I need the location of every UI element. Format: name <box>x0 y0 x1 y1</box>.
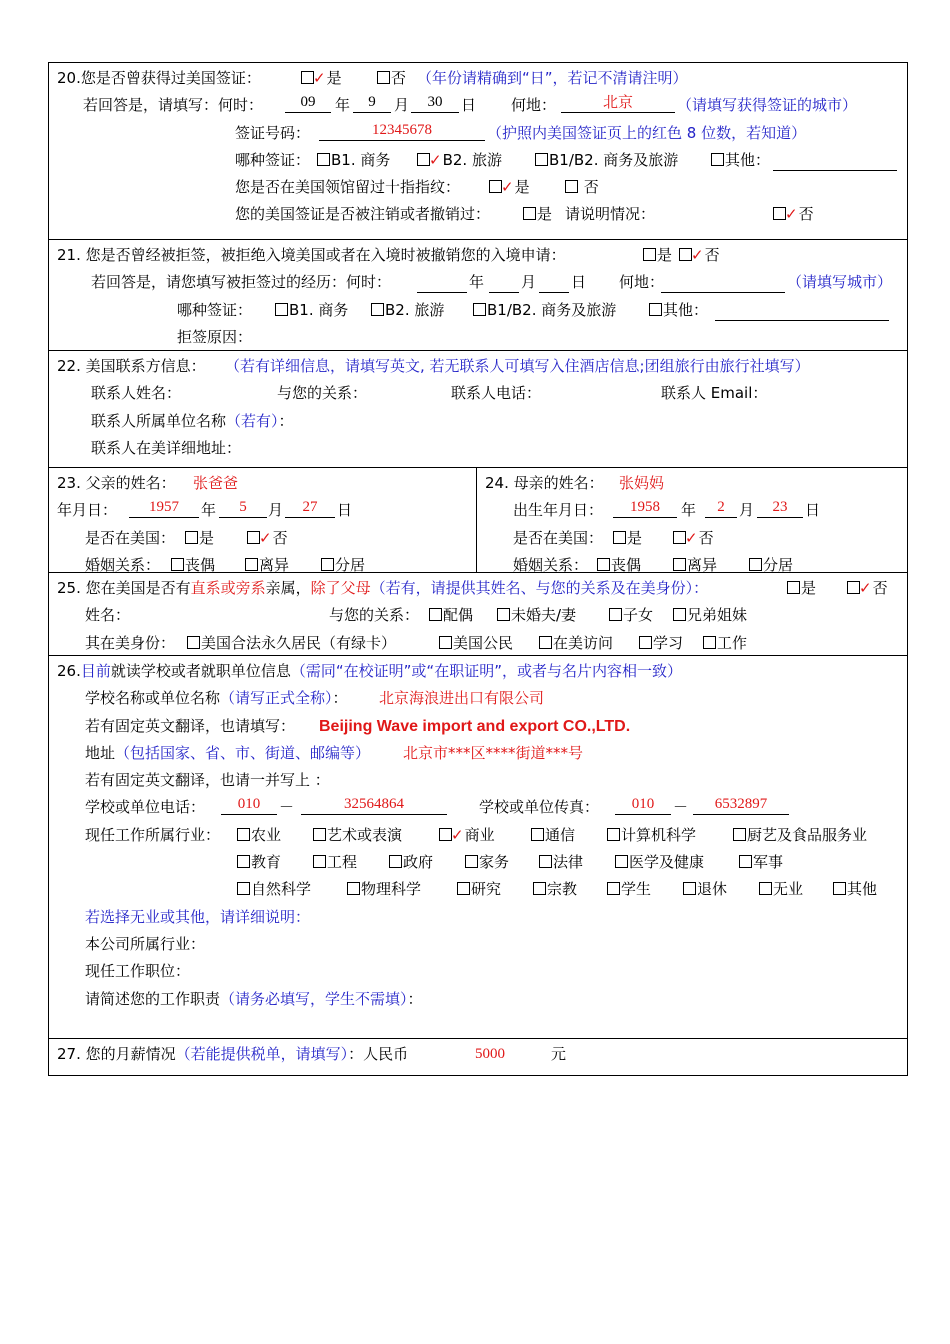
checkbox[interactable] <box>609 608 622 621</box>
section-21 <box>49 240 907 351</box>
q20-yes-option[interactable]: ✓是 <box>301 65 342 92</box>
section-23 <box>49 468 477 572</box>
q23-widowed-option[interactable]: 丧偶 <box>171 552 215 579</box>
q22-note: （若有详细信息，请填写英文, 若无联系人可填写入住酒店信息;团组旅行由旅行社填写） <box>225 357 810 375</box>
q26-address-label: 地址（包括国家、省、市、街道、邮编等） <box>85 743 371 762</box>
q25-spouse-option[interactable]: 配偶 <box>429 602 473 629</box>
checkbox[interactable] <box>317 153 330 166</box>
q24-separated-option[interactable]: 分居 <box>749 552 793 579</box>
check-mark-icon: ✓ <box>259 528 272 547</box>
q22-row2 <box>49 380 907 407</box>
q24-dob-label: 出生年月日： <box>513 501 604 520</box>
checkbox[interactable] <box>673 531 686 544</box>
q26-row5 <box>49 767 907 794</box>
q21-row2 <box>49 269 907 296</box>
q23-yes-option[interactable]: 是 <box>185 525 214 552</box>
q22-address-label: 联系人在美详细地址： <box>91 438 242 457</box>
q20-year-field[interactable]: 09 <box>285 92 331 113</box>
dash: － <box>673 798 689 817</box>
q25-sibling-option[interactable]: 兄弟姐妹 <box>673 602 747 629</box>
day-label: 日 <box>461 96 477 115</box>
q24-marital-label: 婚姻关系： <box>513 555 589 574</box>
checkbox[interactable] <box>275 303 288 316</box>
industry-communication[interactable]: 通信 <box>531 822 575 849</box>
q26-phone-field[interactable]: 32564864 <box>301 794 447 815</box>
q23-title: 23. 父亲的姓名： <box>57 474 176 492</box>
industry-student[interactable]: 学生 <box>607 876 651 903</box>
q26-row4 <box>49 740 907 767</box>
q25-fiance-option[interactable]: 未婚夫/妻 <box>497 602 576 629</box>
q23-marital-label: 婚姻关系： <box>85 555 161 574</box>
q27-salary-amount[interactable]: 5000 <box>475 1046 505 1062</box>
q20-row2 <box>49 92 907 119</box>
day-label: 日 <box>571 273 587 292</box>
checkbox[interactable] <box>539 855 552 868</box>
q20-row6 <box>49 201 907 228</box>
q20-fingerprint-label: 您是否在美国领馆留过十指指纹： <box>235 178 461 197</box>
q27-unit: 元 <box>551 1045 567 1063</box>
q26-company-name[interactable]: 北京海浪进出口有限公司 <box>379 689 545 708</box>
q22-org-label: 联系人所属单位名称（若有）： <box>91 411 294 430</box>
industry-business[interactable]: ✓商业 <box>439 822 495 849</box>
industry-unemployed[interactable]: 无业 <box>759 876 803 903</box>
q26-english-label: 若有固定英文翻译，也请填写： <box>85 716 296 735</box>
q21-if-yes: 若回答是，请您填写被拒签过的经历：何时： <box>91 273 392 292</box>
section-22 <box>49 351 907 468</box>
q22-relation-label: 与您的关系： <box>277 384 368 403</box>
checkbox[interactable] <box>347 882 360 895</box>
checkbox[interactable] <box>321 558 334 571</box>
q26-row6 <box>49 794 907 821</box>
section-25 <box>49 573 907 656</box>
q21-where-field[interactable] <box>661 272 785 293</box>
q25-status-label: 其在美身份： <box>85 633 176 652</box>
check-mark-icon: ✓ <box>785 205 798 224</box>
q22-name-label: 联系人姓名： <box>91 384 182 403</box>
checkbox[interactable] <box>237 882 250 895</box>
q20-row5 <box>49 174 907 201</box>
q26-row13 <box>49 986 907 1013</box>
q20-day-field[interactable]: 30 <box>411 92 459 113</box>
check-mark-icon: ✓ <box>429 150 442 169</box>
checkbox[interactable] <box>607 828 620 841</box>
year-label: 年 <box>469 273 485 292</box>
q26-fax-field[interactable]: 6532897 <box>693 794 789 815</box>
section-26 <box>49 656 907 1039</box>
q25-citizen-option[interactable]: 美国公民 <box>439 630 513 657</box>
q23-separated-option[interactable]: 分居 <box>321 552 365 579</box>
q21-day-field[interactable] <box>539 272 569 293</box>
q21-b1-option[interactable]: B1. 商务 <box>275 297 348 324</box>
year-label: 年 <box>681 501 697 520</box>
checkbox[interactable] <box>389 855 402 868</box>
section-24 <box>477 468 907 572</box>
q21-title: 21. 您是否曾经被拒签，被拒绝入境美国或者在入境时被撤销您的入境申请： <box>57 246 566 264</box>
q23-divorced-option[interactable]: 离异 <box>245 552 289 579</box>
checkbox[interactable] <box>313 828 326 841</box>
checkbox[interactable] <box>531 828 544 841</box>
q26-row11 <box>49 931 907 958</box>
q26-fax-label: 学校或单位传真： <box>479 798 600 817</box>
year-label: 年 <box>201 501 217 520</box>
q26-row1 <box>49 658 907 685</box>
checkbox[interactable] <box>465 855 478 868</box>
q20-type-label: 哪种签证： <box>235 150 311 169</box>
checkbox[interactable] <box>535 153 548 166</box>
q21-b1b2-option[interactable]: B1/B2. 商务及旅游 <box>473 297 616 324</box>
q27-row <box>49 1041 907 1068</box>
q22-email-label: 联系人 Email： <box>661 384 768 403</box>
section-27 <box>49 1039 907 1076</box>
checkbox[interactable] <box>473 303 486 316</box>
q23-row3 <box>49 525 476 552</box>
q20-row4 <box>49 147 907 174</box>
q22-row4 <box>49 435 907 462</box>
q22-row3 <box>49 408 907 435</box>
checkbox[interactable] <box>643 248 656 261</box>
q26-name-label: 学校名称或单位名称（请写正式全称）： <box>85 689 348 708</box>
checkbox[interactable] <box>429 608 442 621</box>
industry-homemaker[interactable]: 家务 <box>465 849 509 876</box>
industry-agriculture[interactable]: 农业 <box>237 822 281 849</box>
industry-other[interactable]: 其他 <box>833 876 877 903</box>
q20-if-yes: 若回答是，请填写：何时： <box>83 96 264 115</box>
checkbox[interactable] <box>313 855 326 868</box>
q26-row9 <box>49 876 907 903</box>
q26-address-english-label: 若有固定英文翻译，也请一并写上 ： <box>85 771 330 790</box>
q21-year-field[interactable] <box>417 272 467 293</box>
q26-phone-label: 学校或单位电话： <box>85 798 206 817</box>
q23-no-option[interactable]: ✓否 <box>247 525 288 552</box>
industry-physical-science[interactable]: 物理科学 <box>347 876 421 903</box>
checkbox[interactable] <box>673 558 686 571</box>
dash: － <box>279 798 295 817</box>
check-mark-icon: ✓ <box>859 579 872 597</box>
q25-green-card-option[interactable]: 美国合法永久居民（有绿卡） <box>187 630 396 657</box>
checkbox[interactable] <box>245 558 258 571</box>
q26-row10 <box>49 904 907 931</box>
q23-month-field[interactable]: 5 <box>219 497 267 518</box>
day-label: 日 <box>805 501 821 520</box>
q21-reason-label: 拒签原因： <box>177 327 253 346</box>
visa-form <box>48 62 908 1076</box>
section-23-24 <box>49 468 907 573</box>
q23-row1 <box>49 470 476 497</box>
checkbox[interactable] <box>247 531 260 544</box>
checkbox[interactable] <box>439 828 452 841</box>
checkbox[interactable] <box>371 303 384 316</box>
industry-retired[interactable]: 退休 <box>683 876 727 903</box>
q24-title: 24. 母亲的姓名： <box>485 474 604 492</box>
q20-where-field[interactable]: 北京 <box>561 92 675 113</box>
checkbox[interactable] <box>773 207 786 220</box>
q21-where-label: 何地： <box>619 273 665 292</box>
checkbox[interactable] <box>759 882 772 895</box>
q25-row1 <box>49 575 907 602</box>
q21-yes-option[interactable]: 是 <box>643 242 672 269</box>
industry-culinary[interactable]: 厨艺及食品服务业 <box>733 822 867 849</box>
checkbox[interactable] <box>733 828 746 841</box>
q20-cancel-note: 请说明情况： <box>565 205 656 224</box>
q20-fp-yes-option[interactable]: ✓是 <box>489 174 530 201</box>
q26-fax-area-field[interactable]: 010 <box>615 794 671 815</box>
checkbox[interactable] <box>833 882 846 895</box>
q27-title: 27. 您的月薪情况（若能提供税单，请填写）：人民币 <box>57 1045 409 1063</box>
industry-government[interactable]: 政府 <box>389 849 433 876</box>
checkbox[interactable] <box>185 531 198 544</box>
q25-relation-label: 与您的关系： <box>329 606 420 625</box>
q20-note: （年份请精确到“日”，若记不清请注明） <box>417 69 688 87</box>
check-mark-icon: ✓ <box>451 825 464 844</box>
q25-study-option[interactable]: 学习 <box>639 630 683 657</box>
checkbox[interactable] <box>615 855 628 868</box>
q23-in-us-label: 是否在美国： <box>85 528 176 547</box>
industry-arts[interactable]: 艺术或表演 <box>313 822 402 849</box>
q24-year-field[interactable]: 1958 <box>613 497 677 518</box>
q26-row2 <box>49 685 907 712</box>
q25-work-option[interactable]: 工作 <box>703 630 747 657</box>
checkbox[interactable] <box>739 855 752 868</box>
industry-natural-science[interactable]: 自然科学 <box>237 876 311 903</box>
industry-engineering[interactable]: 工程 <box>313 849 357 876</box>
q22-phone-label: 联系人电话： <box>451 384 542 403</box>
q24-no-option[interactable]: ✓否 <box>673 525 714 552</box>
year-label: 年 <box>335 96 351 115</box>
q23-day-field[interactable]: 27 <box>285 497 335 518</box>
checkbox[interactable] <box>457 882 470 895</box>
q24-row2 <box>477 497 907 524</box>
q21-row3 <box>49 297 907 324</box>
q24-widowed-option[interactable]: 丧偶 <box>597 552 641 579</box>
q25-title: 25. 您在美国是否有直系或旁系亲属，除了父母（若有，请提供其姓名、与您的关系及在美身份）： <box>57 579 709 597</box>
q24-mother-name[interactable]: 张妈妈 <box>619 474 665 492</box>
checkbox[interactable] <box>417 153 430 166</box>
checkbox[interactable] <box>489 180 502 193</box>
checkbox[interactable] <box>679 248 692 261</box>
checkbox[interactable] <box>533 882 546 895</box>
industry-legal[interactable]: 法律 <box>539 849 583 876</box>
checkbox[interactable] <box>597 558 610 571</box>
q21-month-field[interactable] <box>489 272 519 293</box>
checkbox[interactable] <box>565 180 578 193</box>
checkbox[interactable] <box>607 882 620 895</box>
checkbox[interactable] <box>649 303 662 316</box>
section-20 <box>49 63 907 240</box>
q23-year-field[interactable]: 1957 <box>129 497 199 518</box>
checkbox[interactable] <box>711 153 724 166</box>
checkbox[interactable] <box>237 828 250 841</box>
q24-month-field[interactable]: 2 <box>705 497 737 518</box>
checkbox[interactable] <box>847 581 860 594</box>
q24-yes-option[interactable]: 是 <box>613 525 642 552</box>
checkbox[interactable] <box>673 608 686 621</box>
q21-no-option[interactable]: ✓否 <box>679 242 720 269</box>
q20-month-field[interactable]: 9 <box>353 92 391 113</box>
q20-title: 20.您是否曾获得过美国签证： <box>57 69 261 87</box>
q22-title: 22. 美国联系方信息： <box>57 357 206 375</box>
q25-row3 <box>49 630 907 657</box>
q20-where-label: 何地： <box>511 96 557 115</box>
q24-in-us-label: 是否在美国： <box>513 528 604 547</box>
q20-visa-no-field[interactable]: 12345678 <box>319 120 485 141</box>
q20-cancel-label: 您的美国签证是否被注销或者撤销过： <box>235 205 491 224</box>
q21-row1 <box>49 242 907 269</box>
q21-other-field[interactable] <box>715 300 889 321</box>
q20-other-field[interactable] <box>773 150 897 171</box>
q20-b2-option[interactable]: ✓B2. 旅游 <box>417 147 502 174</box>
q20-b1b2-option[interactable]: B1/B2. 商务及旅游 <box>535 147 678 174</box>
checkbox[interactable] <box>639 636 652 649</box>
q25-yes-option[interactable]: 是 <box>787 575 816 602</box>
checkbox[interactable] <box>439 636 452 649</box>
check-mark-icon: ✓ <box>501 178 514 197</box>
q24-row1 <box>477 470 907 497</box>
industry-military[interactable]: 军事 <box>739 849 783 876</box>
month-label: 月 <box>739 501 755 520</box>
month-label: 月 <box>394 96 410 115</box>
q20-cancel-yes-option[interactable]: 是 <box>523 201 552 228</box>
q20-row1 <box>49 65 907 92</box>
q23-father-name[interactable]: 张爸爸 <box>193 474 239 492</box>
q26-row7 <box>49 822 907 849</box>
q26-row3 <box>49 713 907 740</box>
q21-type-label: 哪种签证： <box>177 300 253 319</box>
q20-fp-no-option[interactable]: 否 <box>565 174 599 201</box>
q20-where-note: （请填写获得签证的城市） <box>677 96 858 115</box>
q26-phone-area-field[interactable]: 010 <box>221 794 277 815</box>
month-label: 月 <box>521 273 537 292</box>
q25-child-option[interactable]: 子女 <box>609 602 653 629</box>
q25-visiting-option[interactable]: 在美访问 <box>539 630 613 657</box>
q20-no-option[interactable]: 否 <box>377 65 406 92</box>
q21-row4 <box>49 324 907 351</box>
industry-computer-science[interactable]: 计算机科学 <box>607 822 696 849</box>
q23-dob-label: 年月日： <box>57 501 118 520</box>
q26-duty-label: 请简述您的工作职责（请务必填写，学生不需填）： <box>85 989 423 1008</box>
checkbox[interactable] <box>377 71 390 84</box>
industry-research[interactable]: 研究 <box>457 876 501 903</box>
q23-row2 <box>49 497 476 524</box>
q24-day-field[interactable]: 23 <box>757 497 803 518</box>
checkbox[interactable] <box>523 207 536 220</box>
checkbox[interactable] <box>683 882 696 895</box>
q25-name-label: 姓名： <box>85 606 131 625</box>
check-mark-icon: ✓ <box>685 528 698 547</box>
q21-b2-option[interactable]: B2. 旅游 <box>371 297 444 324</box>
q20-row3 <box>49 120 907 147</box>
industry-religion[interactable]: 宗教 <box>533 876 577 903</box>
q21-other-option[interactable]: 其他： <box>649 297 708 324</box>
checkbox[interactable] <box>749 558 762 571</box>
checkbox[interactable] <box>171 558 184 571</box>
q20-cancel-no-option[interactable]: ✓否 <box>773 201 814 228</box>
q26-row8 <box>49 849 907 876</box>
q22-row1 <box>49 353 907 380</box>
q26-company-industry-label: 本公司所属行业： <box>85 934 206 953</box>
q26-industry-label: 现任工作所属行业： <box>85 825 221 844</box>
industry-medical[interactable]: 医学及健康 <box>615 849 704 876</box>
industry-education[interactable]: 教育 <box>237 849 281 876</box>
q20-visa-no-note: （护照内美国签证页上的红色 8 位数，若知道） <box>487 123 807 142</box>
q20-other-option[interactable]: 其他： <box>711 147 770 174</box>
q26-other-note: 若选择无业或其他，请详细说明： <box>85 907 311 926</box>
day-label: 日 <box>337 501 353 520</box>
q25-row2 <box>49 602 907 629</box>
q26-row12 <box>49 958 907 985</box>
q21-where-note: （请填写城市） <box>787 273 893 292</box>
checkbox[interactable] <box>301 71 314 84</box>
q20-b1-option[interactable]: B1. 商务 <box>317 147 390 174</box>
checkbox[interactable] <box>787 581 800 594</box>
checkbox[interactable] <box>187 636 200 649</box>
q26-english-name[interactable]: Beijing Wave import and export CO.,LTD. <box>319 717 631 735</box>
check-mark-icon: ✓ <box>691 246 704 264</box>
checkbox[interactable] <box>613 531 626 544</box>
month-label: 月 <box>268 501 284 520</box>
q26-position-label: 现任工作职位： <box>85 962 191 981</box>
checkbox[interactable] <box>539 636 552 649</box>
q20-visa-no-label: 签证号码： <box>235 123 311 142</box>
q24-divorced-option[interactable]: 离异 <box>673 552 717 579</box>
checkbox[interactable] <box>497 608 510 621</box>
checkbox[interactable] <box>237 855 250 868</box>
q26-title: 26.目前就读学校或者就职单位信息（需同“在校证明”或“在职证明”，或者与名片内容相一致） <box>57 662 682 680</box>
q26-address[interactable]: 北京市***区****街道***号 <box>403 743 584 762</box>
q24-row3 <box>477 525 907 552</box>
q25-no-option[interactable]: ✓否 <box>847 575 888 602</box>
check-mark-icon: ✓ <box>313 69 326 87</box>
checkbox[interactable] <box>703 636 716 649</box>
